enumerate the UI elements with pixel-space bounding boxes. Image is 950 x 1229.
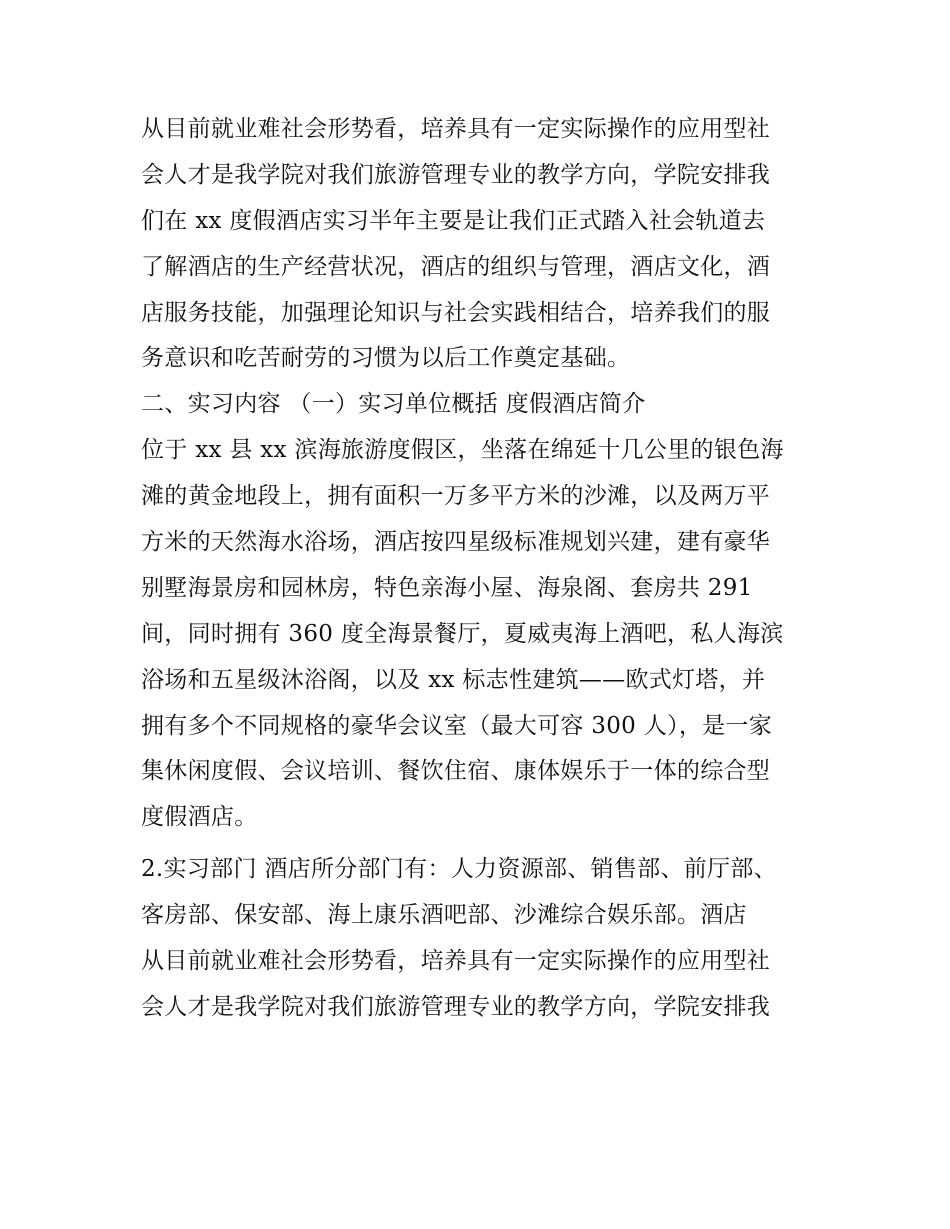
text-line: 会人才是我学院对我们旅游管理专业的教学方向，学院安排我	[141, 161, 771, 188]
section-heading: 二、实习内容 （一）实习单位概括 度假酒店简介	[141, 391, 646, 418]
section-heading: 2.实习部门 酒店所分部门有：人力资源部、销售部、前厅部、	[141, 856, 777, 883]
text-line: 拥有多个不同规格的豪华会议室（最大可容 300 人），是一家	[141, 712, 773, 739]
text-line: 别墅海景房和园林房，特色亲海小屋、海泉阁、套房共 291	[141, 574, 753, 601]
text-line: 店服务技能，加强理论知识与社会实践相结合，培养我们的服	[141, 299, 771, 326]
text-line: 浴场和五星级沐浴阁，以及 xx 标志性建筑——欧式灯塔，并	[141, 666, 766, 693]
text-line: 从目前就业难社会形势看，培养具有一定实际操作的应用型社	[141, 948, 771, 975]
text-line: 从目前就业难社会形势看，培养具有一定实际操作的应用型社	[141, 116, 771, 142]
text-line: 方米的天然海水浴场，酒店按四星级标准规划兴建，建有豪华	[141, 529, 771, 556]
text-line: 集休闲度假、会议培训、餐饮住宿、康体娱乐于一体的综合型	[141, 758, 771, 785]
text-line: 客房部、保安部、海上康乐酒吧部、沙滩综合娱乐部。酒店	[141, 902, 747, 929]
text-line: 务意识和吃苦耐劳的习惯为以后工作奠定基础。	[141, 345, 631, 372]
body-text	[141, 107, 821, 1031]
text-line: 间，同时拥有 360 度全海景餐厅，夏威夷海上酒吧，私人海滨	[141, 620, 784, 647]
text-line: 度假酒店。	[141, 804, 258, 831]
text-line: 们在 xx 度假酒店实习半年主要是让我们正式踏入社会轨道去	[141, 207, 766, 234]
text-line: 会人才是我学院对我们旅游管理专业的教学方向，学院安排我	[141, 994, 771, 1021]
text-line: 滩的黄金地段上，拥有面积一万多平方米的沙滩，以及两万平	[141, 483, 771, 510]
text-line: 位于 xx 县 xx 滨海旅游度假区，坐落在绵延十几公里的银色海	[141, 437, 784, 464]
text-line: 了解酒店的生产经营状况，酒店的组织与管理，酒店文化，酒	[141, 253, 771, 280]
